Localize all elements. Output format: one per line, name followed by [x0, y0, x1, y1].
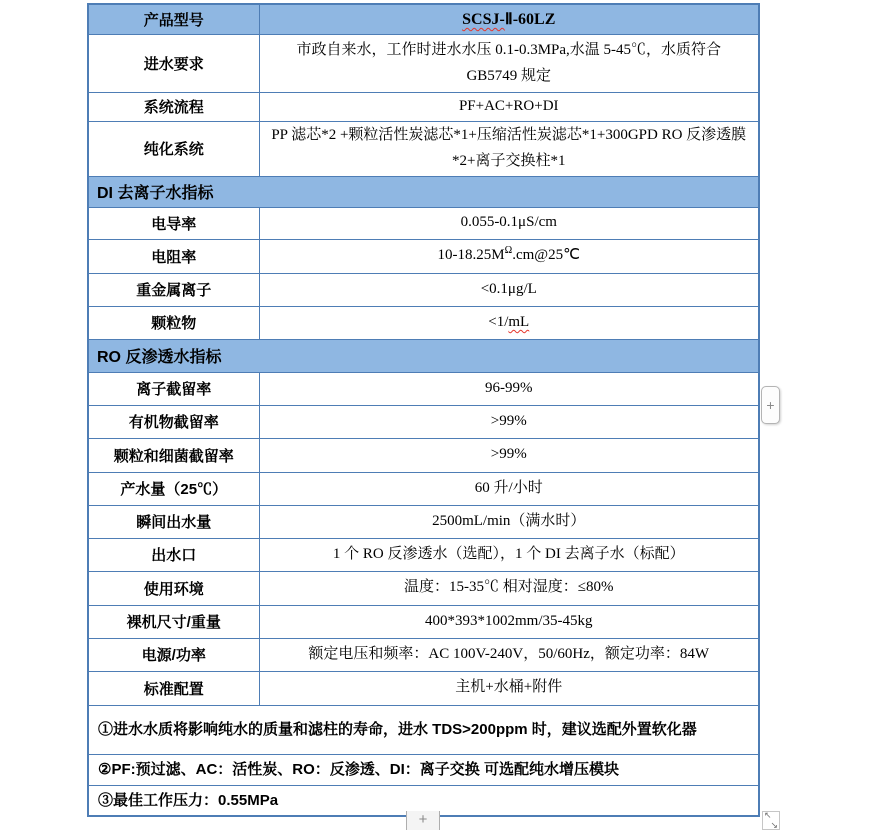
- spec-value-cell[interactable]: PP 滤芯*2 +颗粒活性炭滤芯*1+压缩活性炭滤芯*1+300GPD RO 反渗透膜*2+离子交换柱*1: [259, 121, 759, 176]
- spec-label-cell[interactable]: 进水要求: [88, 35, 259, 93]
- arrow-down-right-icon: ↘: [770, 821, 778, 830]
- superscript-text: Ω: [504, 245, 513, 257]
- table-row: [88, 176, 759, 207]
- table-row: [88, 505, 759, 538]
- section-header-cell[interactable]: RO 反渗透水指标: [88, 339, 759, 372]
- table-row: [88, 705, 759, 754]
- table-row: [88, 438, 759, 472]
- product-model-label-cell[interactable]: 产品型号: [88, 4, 259, 35]
- spec-label-cell[interactable]: 离子截留率: [88, 372, 259, 405]
- table-row: [88, 35, 759, 93]
- spec-value-cell[interactable]: 60 升/小时: [259, 472, 759, 505]
- spec-label-cell[interactable]: 使用环境: [88, 571, 259, 605]
- spec-label-cell[interactable]: 颗粒物: [88, 306, 259, 339]
- spec-label-cell[interactable]: 产水量（25℃）: [88, 472, 259, 505]
- arrow-up-left-icon: ↖: [764, 811, 772, 821]
- spec-value-cell[interactable]: PF+AC+RO+DI: [259, 93, 759, 122]
- spec-label-cell[interactable]: 重金属离子: [88, 273, 259, 306]
- table-row: [88, 4, 759, 35]
- plus-icon: +: [766, 397, 775, 413]
- product-spec-table-wrap: [87, 3, 760, 817]
- spellcheck-underline: SCSJ-: [462, 11, 505, 28]
- spec-value-cell[interactable]: 2500mL/min（满水时）: [259, 505, 759, 538]
- table-row: [88, 93, 759, 122]
- table-row: [88, 273, 759, 306]
- table-row: [88, 306, 759, 339]
- spec-label-cell[interactable]: 标准配置: [88, 671, 259, 705]
- spec-label-cell[interactable]: 电导率: [88, 207, 259, 239]
- table-row: [88, 754, 759, 785]
- spec-value-cell[interactable]: 1 个 RO 反渗透水（选配），1 个 DI 去离子水（标配）: [259, 538, 759, 571]
- table-row: [88, 638, 759, 671]
- insert-row-button[interactable]: [406, 811, 440, 830]
- table-row: [88, 538, 759, 571]
- spec-value-cell[interactable]: 0.055-0.1μS/cm: [259, 207, 759, 239]
- table-row: [88, 121, 759, 176]
- table-row: [88, 339, 759, 372]
- spec-value-cell[interactable]: 400*393*1002mm/35-45kg: [259, 605, 759, 638]
- spec-value-cell[interactable]: >99%: [259, 405, 759, 438]
- spec-label-cell[interactable]: 颗粒和细菌截留率: [88, 438, 259, 472]
- table-row: [88, 239, 759, 273]
- table-row: [88, 405, 759, 438]
- spec-value-cell[interactable]: <1/mL: [259, 306, 759, 339]
- spec-value-cell[interactable]: 96-99%: [259, 372, 759, 405]
- note-cell[interactable]: ②PF:预过滤、AC：活性炭、RO：反渗透、DI：离子交换 可选配纯水增压模块: [88, 754, 759, 785]
- spec-label-cell[interactable]: 裸机尺寸/重量: [88, 605, 259, 638]
- table-row: [88, 372, 759, 405]
- spec-value-cell[interactable]: <0.1μg/L: [259, 273, 759, 306]
- spec-label-cell[interactable]: 出水口: [88, 538, 259, 571]
- insert-column-button[interactable]: [761, 386, 780, 424]
- spec-value-cell[interactable]: 额定电压和频率：AC 100V-240V，50/60Hz，额定功率：84W: [259, 638, 759, 671]
- spec-label-cell[interactable]: 系统流程: [88, 93, 259, 122]
- spec-value-cell[interactable]: 温度：15-35℃ 相对湿度：≤80%: [259, 571, 759, 605]
- spellcheck-underline: mL: [508, 313, 530, 330]
- spec-label-cell[interactable]: 纯化系统: [88, 121, 259, 176]
- spec-label-cell[interactable]: 电阻率: [88, 239, 259, 273]
- spec-value-cell[interactable]: 主机+水桶+附件: [259, 671, 759, 705]
- product-model-value-cell[interactable]: SCSJ-Ⅱ-60LZ: [259, 4, 759, 35]
- spec-label-cell[interactable]: 瞬间出水量: [88, 505, 259, 538]
- table-row: [88, 605, 759, 638]
- section-header-cell[interactable]: DI 去离子水指标: [88, 176, 759, 207]
- spec-value-cell[interactable]: $10-18.25M^\Omega.cm@25℃$: [259, 239, 759, 273]
- spec-label-cell[interactable]: 有机物截留率: [88, 405, 259, 438]
- table-row: [88, 207, 759, 239]
- product-spec-table-body: [88, 4, 759, 816]
- table-row: [88, 571, 759, 605]
- table-resize-handle[interactable]: [762, 811, 780, 830]
- product-spec-table: [87, 3, 760, 817]
- plus-icon: +: [418, 811, 428, 828]
- spec-value-cell[interactable]: >99%: [259, 438, 759, 472]
- note-cell[interactable]: ③最佳工作压力：0.55MPa: [88, 785, 759, 816]
- spec-label-cell[interactable]: 电源/功率: [88, 638, 259, 671]
- table-row: [88, 671, 759, 705]
- spec-value-cell[interactable]: 市政自来水，工作时进水水压 0.1-0.3MPa,水温 5-45℃，水质符合 GB5749 规定: [259, 35, 759, 93]
- note-cell[interactable]: ①进水水质将影响纯水的质量和滤柱的寿命，进水 TDS>200ppm 时，建议选配外置软化器: [88, 705, 759, 754]
- table-row: [88, 472, 759, 505]
